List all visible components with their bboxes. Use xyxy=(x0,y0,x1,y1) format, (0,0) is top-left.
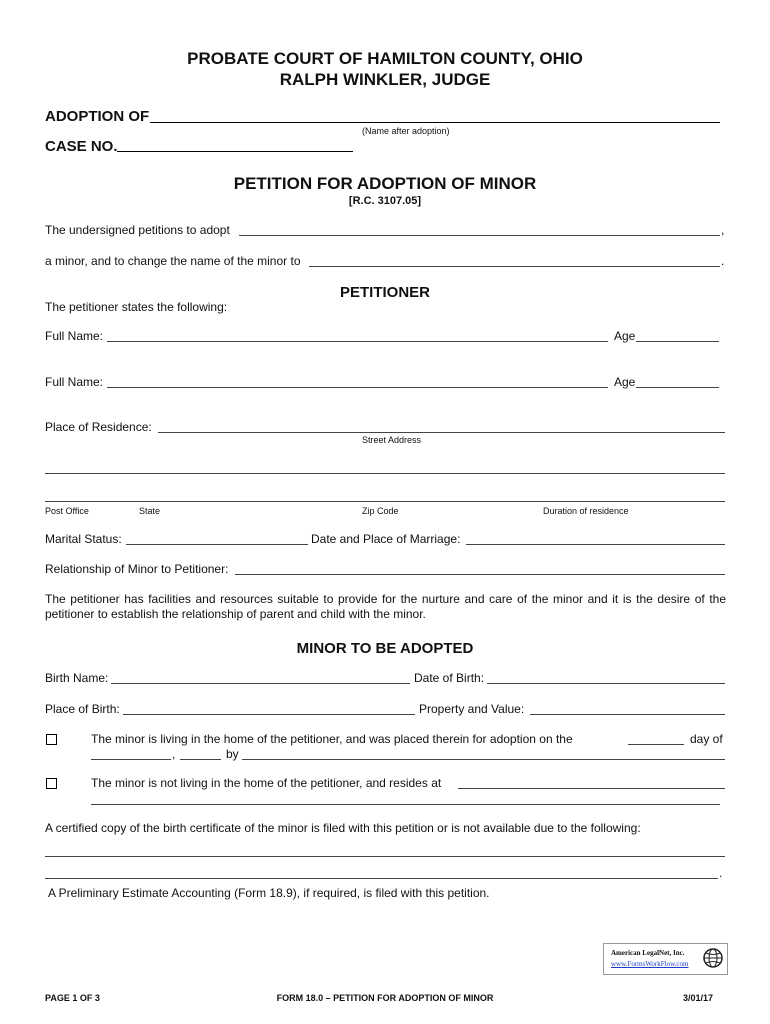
date-of-birth-field[interactable] xyxy=(487,683,725,684)
minor-name-field[interactable] xyxy=(239,235,720,236)
age-field-1[interactable] xyxy=(636,341,719,342)
adoption-of-line[interactable] xyxy=(150,122,720,123)
form-date: 3/01/17 xyxy=(683,993,714,1003)
age-field-2[interactable] xyxy=(636,387,719,388)
marital-status-field[interactable] xyxy=(126,544,308,545)
place-of-birth-label: Place of Birth: xyxy=(45,702,120,716)
adoption-of-label: ADOPTION OF xyxy=(45,108,150,125)
age-label-2: Age xyxy=(614,375,636,389)
birth-name-label: Birth Name: xyxy=(45,671,109,685)
resides-at-field-2[interactable] xyxy=(91,804,720,805)
petitioner-states-text: The petitioner states the following: xyxy=(45,300,228,314)
placement-year-field[interactable] xyxy=(180,759,221,760)
marital-status-label: Marital Status: xyxy=(45,532,122,546)
by-label: by xyxy=(226,747,239,761)
name-after-adoption-caption: (Name after adoption) xyxy=(362,126,450,136)
certificate-reason-line-2[interactable] xyxy=(45,878,718,879)
certificate-text: A certified copy of the birth certificate of the minor is filed with this petition or is not available due to the following: xyxy=(45,821,641,835)
logo-url[interactable]: www.FormsWorkFlow.com xyxy=(611,960,689,968)
residence-line-2[interactable] xyxy=(45,473,725,474)
post-office-caption: Post Office xyxy=(45,506,89,516)
statute-ref: [R.C. 3107.05] xyxy=(348,195,422,207)
logo-company: American LegalNet, Inc. xyxy=(611,949,685,957)
case-no-line[interactable] xyxy=(117,151,353,152)
marriage-label: Date and Place of Marriage: xyxy=(311,532,461,546)
property-value-field[interactable] xyxy=(530,714,725,715)
not-living-text: The minor is not living in the home of the petitioner, and resides at xyxy=(91,776,442,790)
placement-day-field[interactable] xyxy=(628,744,684,745)
petitioner-heading: PETITIONER xyxy=(339,284,430,301)
full-name-label-1: Full Name: xyxy=(45,329,104,343)
day-of-label: day of xyxy=(690,732,723,746)
period: . xyxy=(721,254,725,268)
comma: , xyxy=(721,223,725,237)
period-2: . xyxy=(719,866,723,880)
full-name-field-1[interactable] xyxy=(107,341,608,342)
living-with-petitioner-checkbox[interactable] xyxy=(46,734,57,745)
globe-icon xyxy=(702,947,724,969)
legalnet-logo xyxy=(603,943,728,975)
place-of-birth-field[interactable] xyxy=(123,714,415,715)
property-value-label: Property and Value: xyxy=(419,702,525,716)
placed-by-field[interactable] xyxy=(242,759,725,760)
minor-heading: MINOR TO BE ADOPTED xyxy=(296,640,474,657)
form-footer-title: FORM 18.0 – PETITION FOR ADOPTION OF MINOR xyxy=(276,993,494,1003)
duration-caption: Duration of residence xyxy=(543,506,629,516)
judge-name: RALPH WINKLER, JUDGE xyxy=(279,70,491,89)
marriage-field[interactable] xyxy=(466,544,725,545)
comma-2: , xyxy=(172,747,176,761)
petitions-to-adopt-label: The undersigned petitions to adopt xyxy=(45,223,230,237)
placement-month-field[interactable] xyxy=(91,759,171,760)
residence-line-3[interactable] xyxy=(45,501,725,502)
form-title: PETITION FOR ADOPTION OF MINOR xyxy=(233,174,537,193)
street-address-field[interactable] xyxy=(158,432,725,433)
court-title: PROBATE COURT OF HAMILTON COUNTY, OHIO xyxy=(187,49,583,68)
living-text: The minor is living in the home of the petitioner, and was placed therein for adoption on the xyxy=(91,732,573,746)
new-name-field[interactable] xyxy=(309,266,720,267)
zip-code-caption: Zip Code xyxy=(362,506,399,516)
full-name-field-2[interactable] xyxy=(107,387,608,388)
not-living-checkbox[interactable] xyxy=(46,778,57,789)
facilities-paragraph: The petitioner has facilities and resources suitable to provide for the nurture and care of the minor and it is the desire of the petitioner to establish the relationship of parent and child with the minor. xyxy=(45,592,726,621)
certificate-reason-line-1[interactable] xyxy=(45,856,725,857)
residence-label: Place of Residence: xyxy=(45,420,152,434)
date-of-birth-label: Date of Birth: xyxy=(414,671,485,685)
relationship-field[interactable] xyxy=(235,574,725,575)
full-name-label-2: Full Name: xyxy=(45,375,104,389)
case-no-label: CASE NO. xyxy=(45,138,118,155)
resides-at-field[interactable] xyxy=(458,788,725,789)
change-name-label: a minor, and to change the name of the minor to xyxy=(45,254,301,268)
state-caption: State xyxy=(139,506,161,516)
page-number: PAGE 1 OF 3 xyxy=(45,993,100,1003)
age-label-1: Age xyxy=(614,329,636,343)
street-address-caption: Street Address xyxy=(362,435,422,445)
relationship-label: Relationship of Minor to Petitioner: xyxy=(45,562,229,576)
estimate-text: A Preliminary Estimate Accounting (Form 18.9), if required, is filed with this petition. xyxy=(48,886,490,900)
birth-name-field[interactable] xyxy=(111,683,410,684)
